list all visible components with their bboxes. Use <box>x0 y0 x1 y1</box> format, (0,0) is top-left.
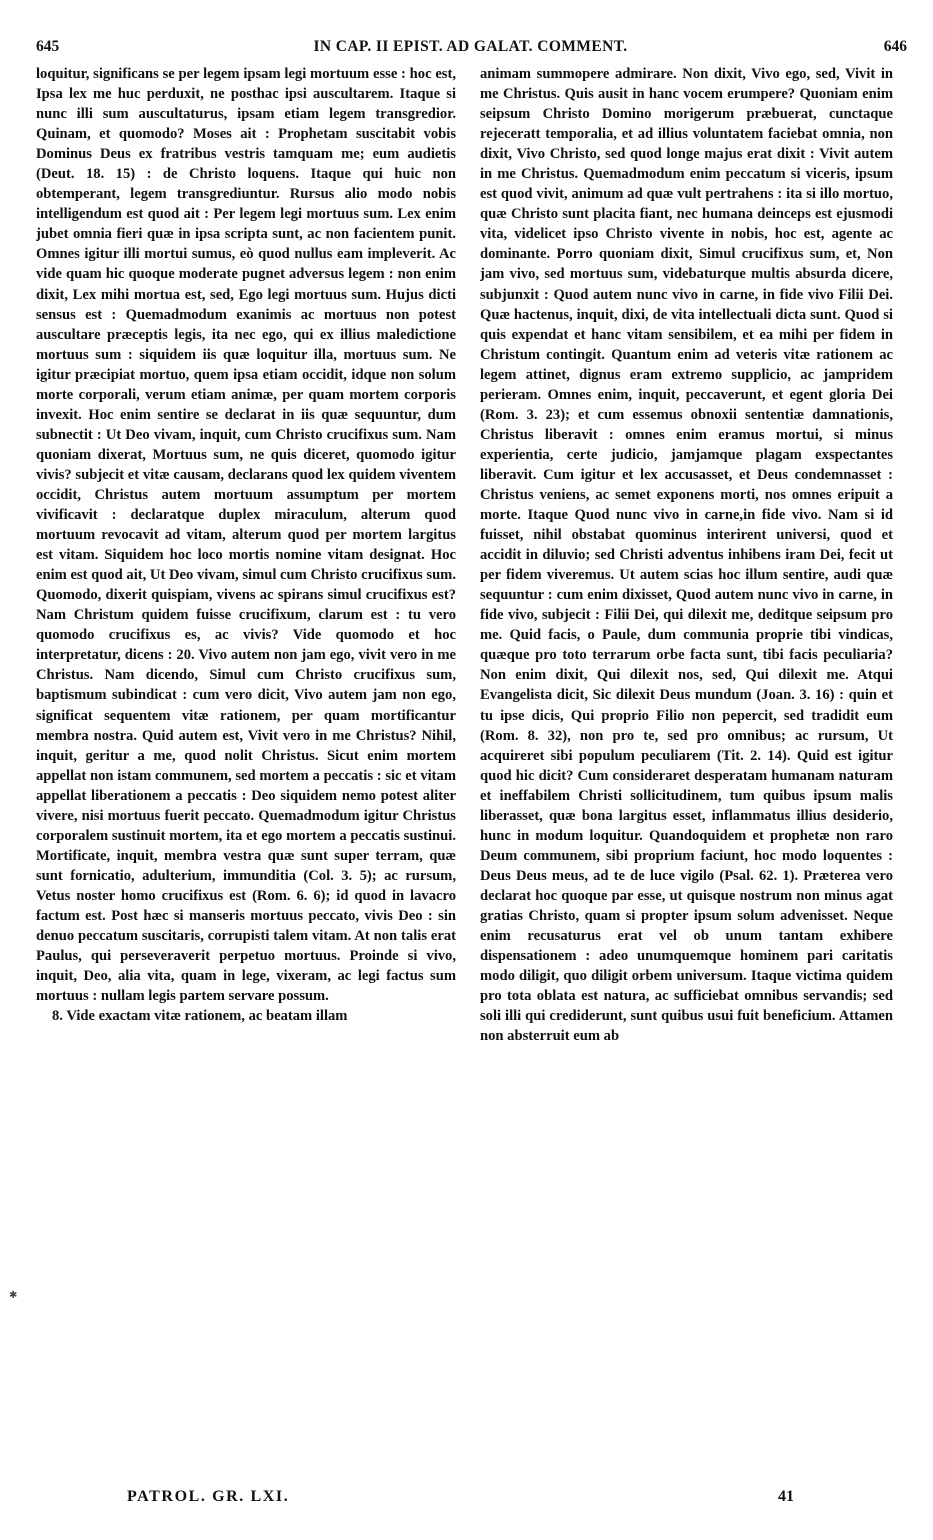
printer-signature: PATROL. GR. LXI. <box>127 1488 290 1505</box>
left-column-paragraph-8: 8. Vide exactam vitæ rationem, ac beatam illam <box>52 1008 348 1025</box>
margin-asterisk-icon: ✱ <box>9 1290 18 1301</box>
page-number-left: 645 <box>36 38 60 55</box>
running-header <box>30 38 911 60</box>
left-column-text: loquitur, significans se per legem ipsam legi mortuum esse : hoc est, Ipsa lex me huc perduxit, ne posthac ipsi auscultarem. Itaque si nunc illi sum auscultaturus, ipsam etiam legem transgredior. Quinam, et quomodo? Moses ait : Prophetam suscitabit vobis Dominus Deus ex fratribus vestris tamquam me; eum audietis (Deut. 18. 15) : de Christo loquens. Itaque qui huic non obtemperant, legem transgrediuntur. Rursus alio modo nobis intelligendum est quod ait : Per legem legi mortuus sum. Lex enim jubet omnia fieri quæ in ipsa scripta sunt, ac non facientem punit. Omnes igitur illi mortui sumus, eò quod nullus eam impleverit. Ac vide quam hic quoque moderate pugnet adversus legem : non enim dixit, Lex mihi mortua est, sed, Ego legi mortuus sum. Hujus dicti sensus est : Quemadmodum exanimis ac mortuus non potest auscultare præceptis legis, ita nec ego, qui ex illius maledictione mortuus sum : siquidem iis quæ loquitur illa, mortuus sum. Ne igitur præcipiat mortuo, quem ipsa etiam occidit, idque non solum morte corporali, verum etiam animæ, per quam mortem corporis invexit. Hoc enim sentire se declarat in iis quæ sequuntur, dum subnectit : Ut Deo vivam, inquit, cum Christo crucifixus sum. Nam quoniam dixerat, Mortuus sum, ne quis diceret, quomodo igitur vivis? subjecit et vitæ causam, declarans quod lex quidem viventem occidit, Christus autem mortuum assumptum per mortem vivificavit : declaratque duplex miraculum, alterum quod mortuum revocavit ad vitam, alterum quod per mortem largitus est vitam. Siquidem hoc loco mortis nomine vitam designat. Hoc enim est quod ait, Ut Deo vivam, simul cum Christo crucifixus sum. Quomodo, dixerit quispiam, vivens ac spirans simul crucifixus est? Nam Christum quidem fuisse crucifixum, clarum est : tu vero quomodo crucifixus es, ac vivis? Vide quomodo et hoc interpretatur, dicens : 20. Vivo autem non jam ego, vivit vero in me Christus. Nam dicendo, Simul cum Christo crucifixus sum, baptismum subindicat : cum vero dicit, Vivo autem jam non ego, significat sequentem vitæ rationem, per quam mortificantur membra nostra. Quid autem est, Vivit vero in me Christus? Nihil, inquit, geritur a me, quod nolit Christus. Sicut enim mortem appellat non istam communem, sed mortem a peccatis : sic et vitam appellat liberationem a peccatis : Deo siquidem nemo potest aliter vivere, nisi mortuus fuerit peccato. Quemadmodum igitur Christus corporalem sustinuit mortem, ita et ego mortem a peccatis sustinui. Mortificate, inquit, membra vestra quæ sunt super terram, quæ sunt fornicatio, adulterium, immunditia (Col. 3. 5); ac rursum, Vetus noster homo crucifixus est (Rom. 6. 6); id quod in lavacro factum est. Post hæc si manseris mortuus peccato, vivis Deo : sin denuo peccatum suscitaris, corrupisti talem vitam. At non talis erat Paulus, qui perseveraverit perpetuo mortuus. Proinde si vivo, inquit, Deo, alia vita, quam in lege, vixeram, ac legi factus sum mortuus : nullam legis partem servare possum. <box>36 66 456 1005</box>
running-title: IN CAP. II EPIST. AD GALAT. COMMENT. <box>313 38 628 55</box>
right-column <box>480 64 893 1464</box>
signature-mark: 41 <box>778 1488 794 1505</box>
right-column-text: animam summopere admirare. Non dixit, Vivo ego, sed, Vivit in me Christus. Quis ausit in hanc vocem erumpere? Quoniam enim seipsum Christo Domino morigerum præbuerat, cunctaque rejeceratt temporalia, et ad illius voluntatem faciebat omnia, non dixit, Vivo Christo, sed quod longe majus erat dixit : Vivit autem in me Christus. Quemadmodum enim peccatum si viceris, ipsum est quod vivit, animum ad quæ vult pertrahens : ita si illo mortuo, quæ Christo sunt placita fiant, nec humana deinceps est ejusmodi vita, videlicet ipso Christo vivente in nobis, hoc est, agente ac dominante. Porro quoniam dixit, Simul crucifixus sum, et, Non jam vivo, sed mortuus sum, videbaturque multis absurda dicere, subjunxit : Quod autem nunc vivo in carne, in fide vivo Filii Dei. Quæ hactenus, inquit, dixi, de vita intellectuali dicta sunt. Quod si quis expendat et hanc vitam sensibilem, et ea mihi per fidem in Christum contingit. Quantum enim ad veteris vitæ rationem ac legem attinet, dignus eram extremo supplicio, ac jampridem perieram. Omnes enim, inquit, peccaverunt, et egent gloria Dei (Rom. 3. 23); et cum essemus obnoxii sententiæ damnationis, Christus liberavit : omnes enim eramus mortui, si minus experientia, certe judicio, jamjamque plagam exspectantes liberavit. Cum igitur et lex accusasset, et Deus condemnasset : Christus veniens, ac semet exponens morti, nos omnes eripuit a morte. Itaque Quod nunc vivo in carne,in fide vivo. Nam si id fuisset, nihil obstabat quominus interirent universi, quod et accidit in diluvio; sed Christi adventus inhibens iram Dei, fecit ut per fidem viveremus. Ut autem scias hoc illum sentire, audi quæ sequuntur : cum enim dixisset, Quod autem nunc vivo in carne, in fide vivo, subjecit : Filii Dei, qui dilexit me, deditque seipsum pro me. Quid facis, o Paule, dum communia proprie tibi vindicas, quæque pro toto terrarum orbe facta sunt, tibi facis peculiaria? Non enim dixit, Qui dilexit nos, sed, Qui dilexit me. Atqui Evangelista dicit, Sic dilexit Deus mundum (Joan. 3. 16) : quin et tu ipse dicis, Qui proprio Filio non pepercit, sed tradidit eum (Rom. 8. 32), non pro te, sed pro omnibus; ac rursum, Ut acquireret sibi populum peculiarem (Tit. 2. 14). Quid est igitur quod hic dicit? Cum consideraret desperatam humanam naturam et ineffabilem Christi sollicitudinem, tum quibus ipsum malis liberasset, quæ bona largitus esset, inflammatus illius desiderio, hunc in modum loquitur. Quandoquidem et prophetæ non raro Deum communem, sibi proprium faciunt, hoc modo loquentes : Deus Deus meus, ad te de luce vigilo (Psal. 62. 1). Præterea vero declarat hoc quoque par esse, ut quisque nostrum non minus agat gratias Christo, quam si propter ipsum solum advenisset. Neque enim recusaturus erat vel ob unum tantam exhibere dispensationem : adeo unumquemque hominem pari caritatis modo diligit, quo diligit orbem universum. Itaque victima quidem pro tota oblata est natura, ac sufficiebat omnibus servandis; sed soli illi qui crediderunt, sunt quibus usui fuit beneficium. Attamen non absterruit eum ab <box>480 66 893 1045</box>
left-column <box>36 64 456 1464</box>
page-number-right: 646 <box>883 38 907 55</box>
